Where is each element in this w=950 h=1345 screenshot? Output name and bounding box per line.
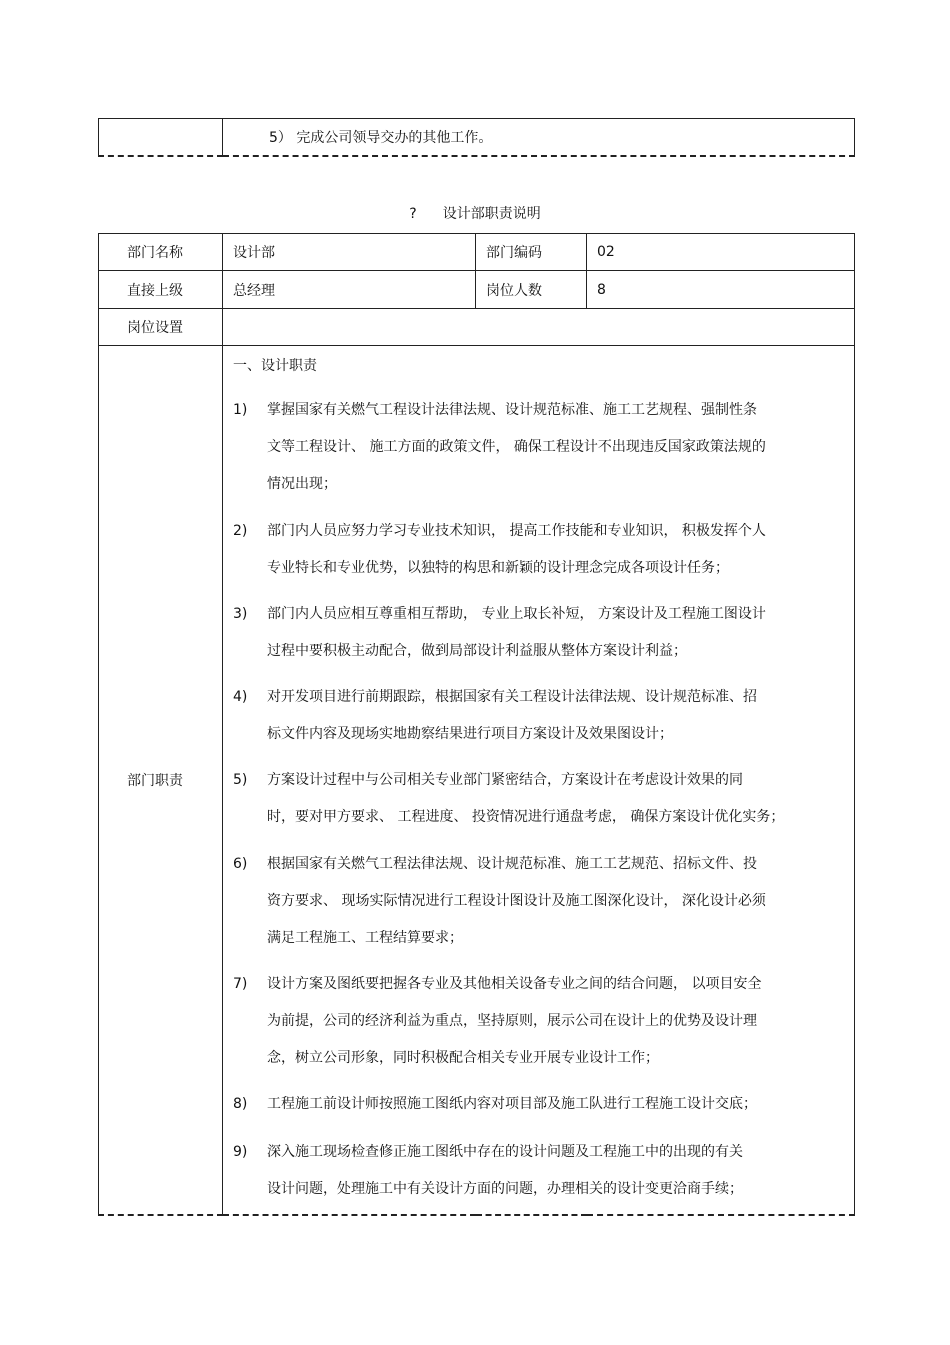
duty-item bbox=[233, 1134, 843, 1208]
caption-marker: ? bbox=[409, 206, 417, 222]
duty-line: 部门内人员应相互尊重相互帮助， 专业上取长补短， 方案设计及工程施工图设计 bbox=[267, 606, 766, 622]
dept-name-label: 部门名称 bbox=[99, 234, 223, 271]
duty-line: 设计方案及图纸要把握各专业及其他相关设备专业之间的结合问题， 以项目安全 bbox=[267, 976, 762, 992]
duty-number: 3) bbox=[233, 606, 248, 622]
duty-line: 过程中要积极主动配合，做到局部设计利益服从整体方案设计利益； bbox=[267, 643, 687, 659]
dept-code-value: 02 bbox=[587, 234, 855, 271]
duty-line: 深入施工现场检查修正施工图纸中存在的设计问题及工程施工中的出现的有关 bbox=[267, 1144, 743, 1160]
duty-number: 1) bbox=[233, 402, 248, 418]
headcount-label: 岗位人数 bbox=[476, 271, 587, 309]
duty-number: 2) bbox=[233, 523, 248, 539]
superior-value: 总经理 bbox=[223, 271, 476, 309]
duty-number: 7) bbox=[233, 976, 248, 992]
duty-line: 方案设计过程中与公司相关专业部门紧密结合，方案设计在考虑设计效果的同 bbox=[267, 772, 743, 788]
duty-item bbox=[233, 966, 843, 1077]
headcount-value: 8 bbox=[587, 271, 855, 309]
duty-number: 5) bbox=[233, 772, 248, 788]
table-row bbox=[99, 119, 855, 157]
table-row bbox=[99, 346, 855, 1216]
duty-line: 对开发项目进行前期跟踪，根据国家有关工程设计法律法规、设计规范标准、招 bbox=[267, 689, 757, 705]
duty-item bbox=[233, 1086, 843, 1123]
duty-number: 9) bbox=[233, 1144, 248, 1160]
continuation-table bbox=[98, 118, 855, 157]
duty-number: 4) bbox=[233, 689, 248, 705]
duty-line: 念，树立公司形象，同时积极配合相关专业开展专业设计工作； bbox=[267, 1050, 659, 1066]
duty-item bbox=[233, 846, 843, 957]
duty-line: 掌握国家有关燃气工程设计法律法规、设计规范标准、施工工艺规程、强制性条 bbox=[267, 402, 757, 418]
duties-label: 部门职责 bbox=[99, 346, 223, 1216]
duty-line: 为前提，公司的经济利益为重点，坚持原则，展示公司在设计上的优势及设计理 bbox=[267, 1013, 757, 1029]
duty-line: 部门内人员应努力学习专业技术知识， 提高工作技能和专业知识， 积极发挥个人 bbox=[267, 523, 766, 539]
duty-item bbox=[233, 513, 843, 587]
duty-line: 情况出现； bbox=[267, 476, 337, 492]
duty-item-5: 5） 完成公司领导交办的其他工作。 bbox=[223, 119, 855, 157]
positions-label: 岗位设置 bbox=[99, 309, 223, 346]
duty-line: 资方要求、 现场实际情况进行工程设计图设计及施工图深化设计， 深化设计必须 bbox=[267, 893, 766, 909]
duty-line: 标文件内容及现场实地勘察结果进行项目方案设计及效果图设计； bbox=[267, 726, 673, 742]
duty-number: 6) bbox=[233, 856, 248, 872]
duty-line: 时，要对甲方要求、 工程进度、 投资情况进行通盘考虑， 确保方案设计优化实务； bbox=[267, 809, 785, 825]
duty-item bbox=[233, 679, 843, 753]
duties-cell bbox=[223, 346, 855, 1216]
department-table bbox=[98, 233, 855, 1216]
duty-item bbox=[233, 596, 843, 670]
duty-item bbox=[233, 762, 843, 836]
table-row bbox=[99, 309, 855, 346]
duty-line: 专业特长和专业优势，以独特的构思和新颖的设计理念完成各项设计任务； bbox=[267, 560, 729, 576]
dept-code-label: 部门编码 bbox=[476, 234, 587, 271]
superior-label: 直接上级 bbox=[99, 271, 223, 309]
table-row bbox=[99, 234, 855, 271]
duty-item bbox=[233, 392, 843, 503]
duties-section-title: 一、设计职责 bbox=[233, 358, 317, 374]
duty-line: 根据国家有关燃气工程法律法规、设计规范标准、施工工艺规范、招标文件、投 bbox=[267, 856, 757, 872]
dept-name-value: 设计部 bbox=[223, 234, 476, 271]
duty-line: 文等工程设计、 施工方面的政策文件， 确保工程设计不出现违反国家政策法规的 bbox=[267, 439, 766, 455]
caption-title: 设计部职责说明 bbox=[442, 206, 541, 222]
positions-value bbox=[223, 309, 855, 346]
empty-cell bbox=[99, 119, 223, 157]
duty-line: 满足工程施工、工程结算要求； bbox=[267, 930, 463, 946]
duty-number: 8) bbox=[233, 1096, 248, 1112]
duty-line: 设计问题，处理施工中有关设计方面的问题，办理相关的设计变更洽商手续； bbox=[267, 1181, 743, 1197]
duty-line: 工程施工前设计师按照施工图纸内容对项目部及施工队进行工程施工设计交底； bbox=[267, 1096, 757, 1112]
section-caption bbox=[0, 203, 950, 223]
table-row bbox=[99, 271, 855, 309]
